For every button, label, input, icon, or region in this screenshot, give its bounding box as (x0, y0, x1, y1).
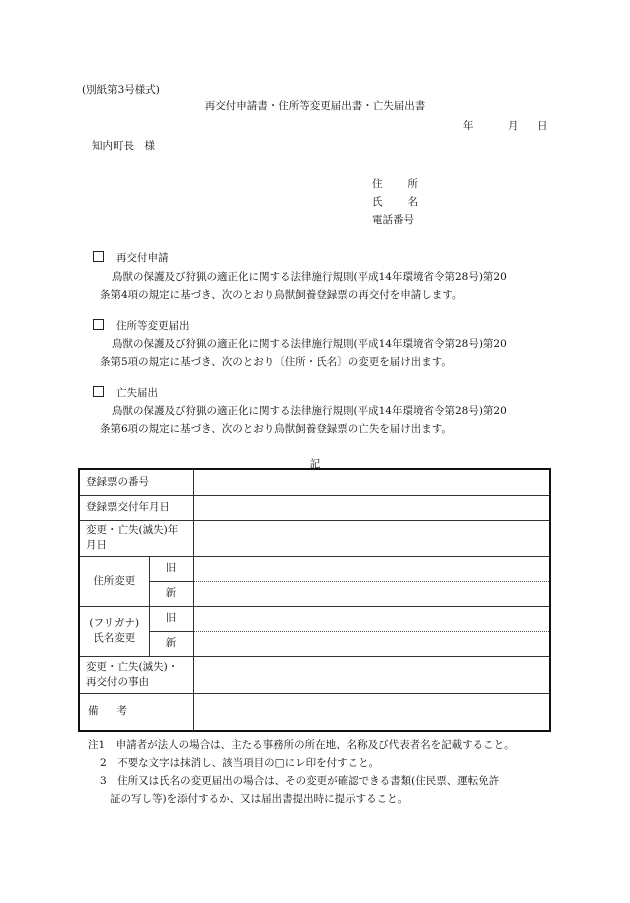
applicant-phone (372, 212, 414, 227)
change-date-label: 変更・亡失(滅失)年 月日 (79, 520, 193, 556)
table-row (79, 469, 550, 495)
note-3: 3 住所又は氏名の変更届出の場合は、その変更が確認できる書類(住民票、運転免許 (100, 775, 500, 787)
address-change-checkbox[interactable] (93, 319, 104, 330)
section-heading: 再交付申請 (116, 252, 169, 264)
new-address-field[interactable] (193, 581, 550, 606)
section-body-line: 条第4項の規定に基づき、次のとおり鳥獣飼養登録票の再交付を申請します。 (100, 289, 463, 301)
table-row (79, 656, 550, 693)
section-loss (93, 385, 158, 400)
new-label: 新 (149, 581, 193, 606)
addressee: 知内町長 様 (92, 140, 155, 152)
document-title: 再交付申請書・住所等変更届出書・亡失届出書 (204, 100, 426, 112)
loss-checkbox[interactable] (93, 386, 104, 397)
reg-issue-date-field[interactable] (193, 495, 550, 520)
remarks-field[interactable] (193, 693, 550, 731)
applicant-address (372, 176, 418, 191)
table-row (79, 495, 550, 520)
note-2: 2 不要な文字は抹消し、該当項目の□にレ印を付すこと。 (100, 757, 380, 769)
section-heading: 住所等変更届出 (116, 320, 190, 332)
applicant-name (372, 194, 418, 209)
table-row (79, 520, 550, 556)
section-heading: 亡失届出 (116, 387, 158, 399)
section-reissue (93, 250, 169, 265)
address-label: 住所 (372, 178, 418, 190)
section-body-line: 鳥獣の保護及び狩猟の適正化に関する法律施行規則(平成14年環境省令第28号)第20 (112, 405, 507, 417)
reason-label: 変更・亡失(滅失)・ 再交付の事由 (79, 656, 193, 693)
table-row (79, 556, 550, 581)
form-number: (別紙第3号様式) (82, 84, 160, 96)
table-row (79, 606, 550, 631)
table-row (79, 581, 550, 606)
old-name-field[interactable] (193, 606, 550, 631)
remarks-label: 備考 (79, 693, 193, 731)
section-body-line: 鳥獣の保護及び狩猟の適正化に関する法律施行規則(平成14年環境省令第28号)第20 (112, 338, 507, 350)
reg-number-field[interactable] (193, 469, 550, 495)
date-month-label: 月 (508, 120, 519, 132)
reason-field[interactable] (193, 656, 550, 693)
section-body-line: 条第6項の規定に基づき、次のとおり鳥獣飼養登録票の亡失を届け出ます。 (100, 423, 452, 435)
table-row (79, 631, 550, 656)
change-date-field[interactable] (193, 520, 550, 556)
old-label: 旧 (149, 556, 193, 581)
table-row (79, 693, 550, 731)
date-year-label: 年 (463, 120, 474, 132)
new-label: 新 (149, 631, 193, 656)
name-label: 氏名 (372, 196, 418, 208)
old-address-field[interactable] (193, 556, 550, 581)
section-body-line: 条第5項の規定に基づき、次のとおり〔住所・氏名〕の変更を届け出ます。 (100, 356, 452, 368)
note-3-continued: 証の写し等)を添付するか、又は届出書提出時に提示すること。 (110, 793, 409, 805)
note-1: 注1 申請者が法人の場合は、主たる事務所の所在地、名称及び代表者名を記載すること。 (88, 739, 515, 751)
section-address-change (93, 318, 190, 333)
reg-number-label: 登録票の番号 (79, 469, 193, 495)
section-body-line: 鳥獣の保護及び狩猟の適正化に関する法律施行規則(平成14年環境省令第28号)第20 (112, 271, 507, 283)
phone-label: 電話番号 (372, 214, 414, 226)
new-name-field[interactable] (193, 631, 550, 656)
ki-mark: 記 (309, 458, 321, 470)
details-table (78, 468, 551, 732)
address-change-label: 住所変更 (79, 556, 149, 606)
old-label: 旧 (149, 606, 193, 631)
name-change-label: (フリガナ) 氏名変更 (79, 606, 149, 656)
reissue-checkbox[interactable] (93, 251, 104, 262)
reg-issue-date-label: 登録票交付年月日 (79, 495, 193, 520)
date-day-label: 日 (537, 120, 548, 132)
